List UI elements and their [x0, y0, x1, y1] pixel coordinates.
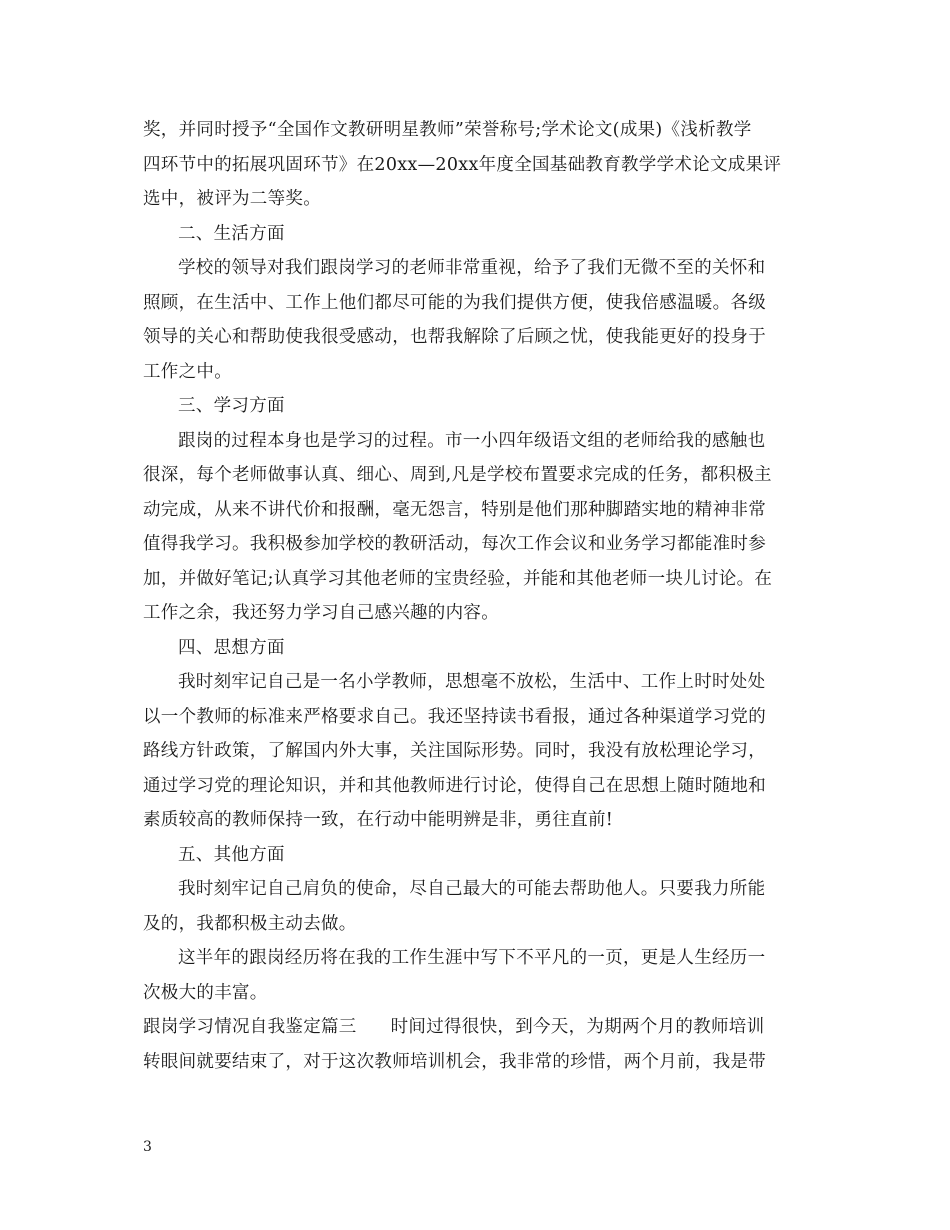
text-line-28: 转眼间就要结束了，对于这次教师培训机会，我非常的珍惜，两个月前，我是带: [143, 1051, 766, 1072]
text-line-12: 动完成，从来不讲代价和报酬，毫无怨言，特别是他们那种脚踏实地的精神非常: [143, 499, 766, 520]
text-line-1: 奖，并同时授予“全国作文教研明星教师”荣誉称号;学术论文(成果)《浅析教学: [143, 120, 752, 140]
text-line-24: 及的，我都积极主动去做。: [143, 913, 357, 934]
text-line-10: 跟岗的过程本身也是学习的过程。市一小四年级语文组的老师给我的感触也: [178, 430, 766, 451]
section-heading-other: 五、其他方面: [178, 844, 285, 865]
text-line-17: 我时刻牢记自己是一名小学教师，思想毫不放松，生活中、工作上时时处处: [178, 672, 766, 692]
text-line-7: 领导的关心和帮助使我很受感动，也帮我解除了后顾之忧，使我能更好的投身于: [143, 327, 766, 347]
text-line-13: 值得我学习。我积极参加学校的教研活动，每次工作会议和业务学习都能准时参: [143, 534, 766, 554]
text-line-3: 选中，被评为二等奖。: [143, 189, 321, 209]
page-number: 3: [143, 1139, 152, 1155]
text-line-14: 加，并做好笔记;认真学习其他老师的宝贵经验，并能和其他老师一块儿讨论。在: [143, 568, 773, 589]
text-line-5: 学校的领导对我们跟岗学习的老师非常重视，给予了我们无微不至的关怀和: [178, 258, 766, 278]
article-title-line: [143, 1010, 811, 1045]
text-line-20: 通过学习党的理论知识，并和其他教师进行讨论，使得自己在思想上随时随地和: [143, 775, 766, 796]
text-line-11: 很深，每个老师做事认真、细心、周到,凡是学校布置要求完成的任务，都积极主: [143, 465, 772, 485]
document-body: [143, 113, 811, 1079]
text-line-8: 工作之中。: [143, 361, 232, 382]
text-line-19: 路线方针政策，了解国内外大事，关注国际形势。同时，我没有放松理论学习，: [143, 741, 766, 761]
text-line-18: 以一个教师的标准来严格要求自己。我还坚持读书看报，通过各种渠道学习党的: [143, 706, 766, 727]
text-line-15: 工作之余，我还努力学习自己感兴趣的内容。: [143, 603, 499, 623]
text-line-25: 这半年的跟岗经历将在我的工作生涯中写下不平凡的一页，更是人生经历一: [178, 948, 766, 968]
section-heading-study: 三、学习方面: [178, 396, 285, 416]
article-title: 跟岗学习情况自我鉴定篇三: [143, 1017, 357, 1037]
text-line-6: 照顾，在生活中、工作上他们都尽可能的为我们提供方便，使我倍感温暖。各级: [143, 292, 766, 313]
text-line-21: 素质较高的教师保持一致，在行动中能明辨是非，勇往直前!: [143, 810, 614, 830]
section-heading-life: 二、生活方面: [178, 223, 285, 244]
text-line-2: 四环节中的拓展巩固环节》在20xx—20xx年度全国基础教育教学学术论文成果评: [143, 154, 782, 175]
text-line-26: 次极大的丰富。: [143, 982, 268, 1003]
article-opening-text: 时间过得很快，到今天，为期两个月的教师培训: [390, 1017, 765, 1037]
text-line-23: 我时刻牢记自己肩负的使命，尽自己最大的可能去帮助他人。只要我力所能: [178, 879, 766, 899]
section-heading-thought: 四、思想方面: [178, 637, 285, 658]
